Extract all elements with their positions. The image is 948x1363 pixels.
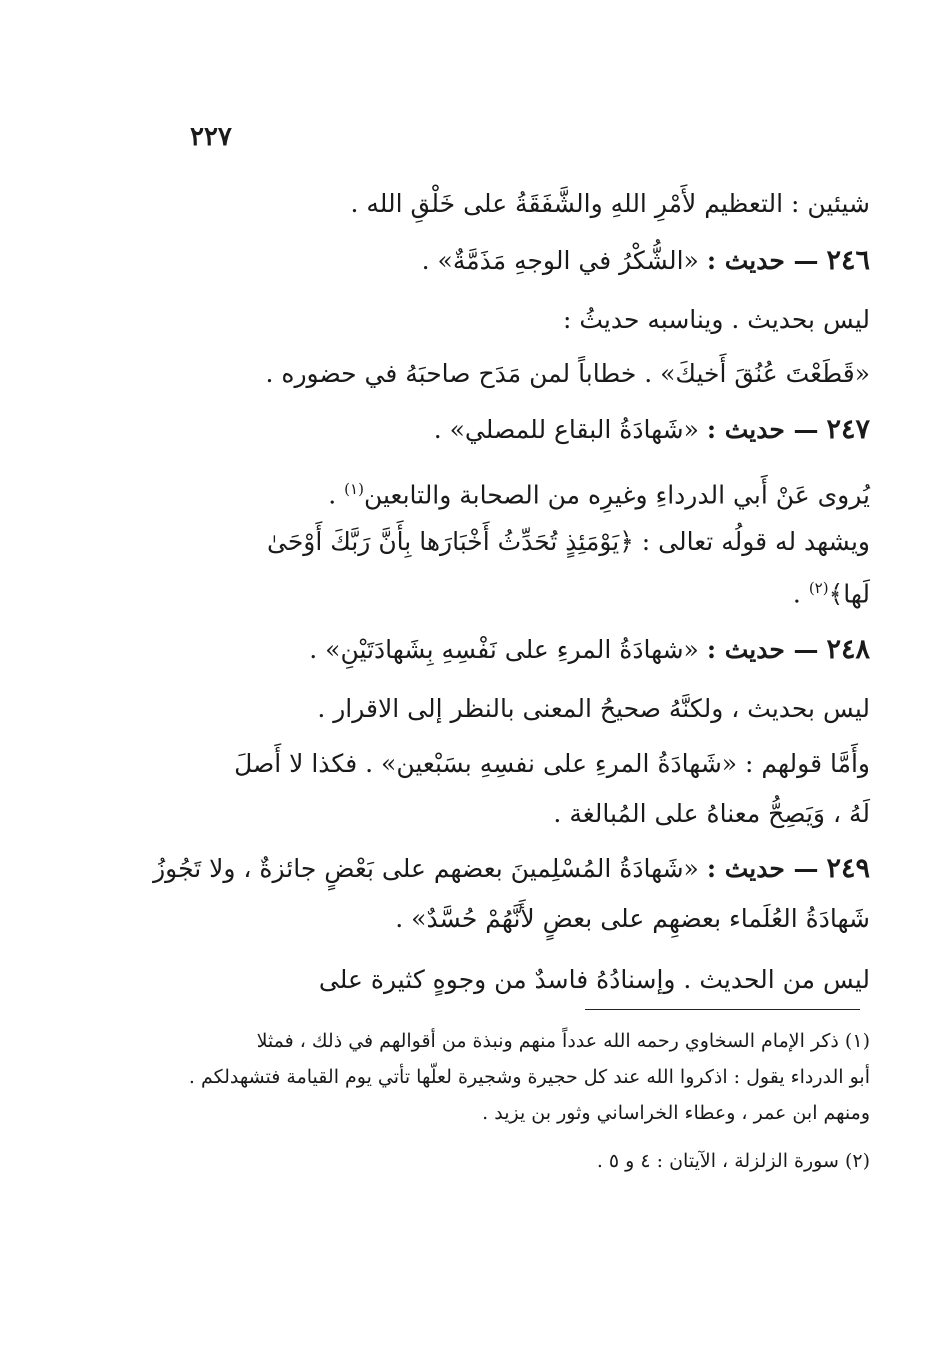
main-text <box>153 178 870 998</box>
text-line-14: شَهادَةُ العُلَماء بعضهِم على بعضٍ لأَنَّهُمْ حُسَّدٌ» . <box>395 904 870 933</box>
text-line-6 <box>328 463 870 521</box>
hadith-label: — حديث : <box>706 635 819 664</box>
hadith-label: — حديث : <box>706 415 819 444</box>
hadith-249-heading <box>153 843 870 895</box>
text-line-11: وأَمَّا قولهم : «شَهادَةُ المرءِ على نفسِهِ بسَبْعين» . فكذا لا أَصلَ <box>234 749 870 778</box>
hadith-text: «شَهادَةُ البقاع للمصلي» . <box>433 415 699 444</box>
hadith-number: ٢٤٩ <box>826 853 870 884</box>
text-line-15: ليس من الحديث . وإسنادُهُ فاسدٌ من وجوهٍ كثيرة على <box>318 965 870 994</box>
footnote-divider <box>585 1009 860 1010</box>
text-line-1: شيئين : التعظيم لأَمْرِ اللهِ والشَّفَقَةُ على خَلْقِ الله . <box>350 189 870 218</box>
text-line-8-end: . <box>792 579 809 609</box>
hadith-247-heading <box>434 404 870 456</box>
hadith-246-heading <box>422 235 870 287</box>
footnote-ref-1: (١) <box>344 480 364 498</box>
footnotes <box>170 1030 870 1190</box>
hadith-number: ٢٤٧ <box>826 414 870 445</box>
footnote-2: (٢) سورة الزلزلة ، الآيتان : ٤ و ٥ . <box>596 1150 870 1172</box>
text-line-8-body: لَها﴾ <box>828 579 870 609</box>
footnote-1-line-3: ومنهم ابن عمر ، وعطاء الخراساني وثور بن يزيد . <box>482 1102 870 1124</box>
footnote-ref-2: (٢) <box>808 579 829 597</box>
text-line-3: ليس بحديث . ويناسبه حديثُ : <box>562 305 870 334</box>
text-line-8 <box>793 562 870 620</box>
hadith-248-heading <box>309 624 870 676</box>
hadith-label: — حديث : <box>706 854 819 883</box>
hadith-number: ٢٤٦ <box>826 245 870 276</box>
hadith-text: «الشُّكْرُ في الوجهِ مَذَمَّةٌ» . <box>421 246 699 275</box>
footnote-1-line-2: أبو الدرداء يقول : اذكروا الله عند كل حجيرة وشجيرة لعلّها تأتي يوم القيامة فتشهدلكم . <box>188 1066 870 1088</box>
text-line-4: «قَطَعْتَ عُنُقَ أَخيكَ» . خطاباً لمن مَدَح صاحبَهُ في حضوره . <box>265 359 870 388</box>
footnote-1-line-1: (١) ذكر الإمام السخاوي رحمه الله عدداً منهم ونبذة من أقوالهم في ذلك ، فمثلا <box>256 1030 870 1052</box>
text-line-6-end: . <box>328 480 345 510</box>
hadith-label: — حديث : <box>706 246 819 275</box>
text-line-7: ويشهد له قولُه تعالى : ﴿يَوْمَئِذٍ تُحَدِّثُ أَخْبَارَها بِأَنَّ رَبَّكَ أَوْحَىٰ <box>267 527 870 556</box>
text-line-6-body: يُروى عَنْ أَبي الدرداءِ وغيرِه من الصحابة والتابعين <box>363 480 870 510</box>
hadith-text: «شهادَةُ المرءِ على نَفْسِهِ بِشَهادَتَيْنِ» . <box>309 635 699 664</box>
text-line-10: ليس بحديث ، ولكنَّهُ صحيحُ المعنى بالنظر إلى الاقرار . <box>317 694 870 723</box>
text-line-12: لَهُ ، وَيَصِحُّ معناهُ على المُبالغة . <box>553 799 870 828</box>
hadith-number: ٢٤٨ <box>826 634 870 665</box>
hadith-text: «شَهادَةُ المُسْلِمينَ بعضهم على بَعْضٍ جائزةٌ ، ولا تَجُوزُ <box>153 854 699 883</box>
page-number: ٢٢٧ <box>190 122 232 152</box>
